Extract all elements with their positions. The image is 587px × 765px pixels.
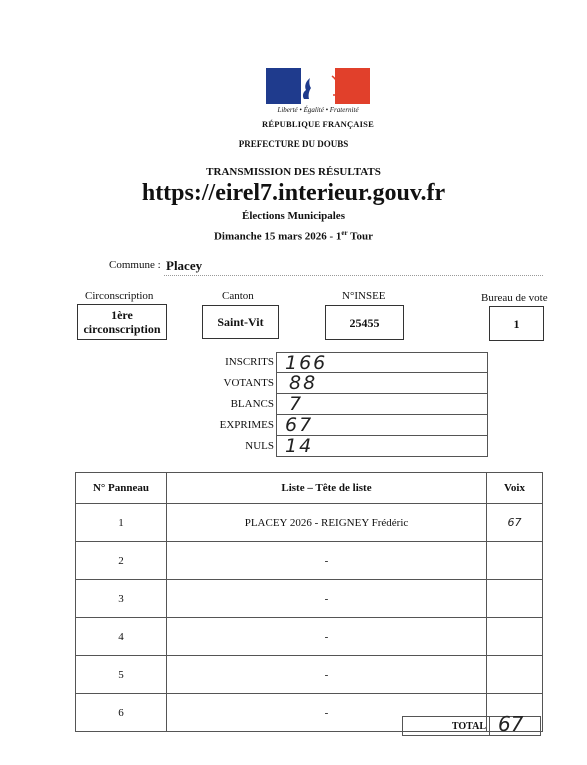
insee-label: N°INSEE: [342, 290, 386, 302]
election-date: Dimanche 15 mars 2026 - 1er Tour: [213, 229, 373, 243]
circonscription-label: Circonscription: [85, 290, 154, 302]
stats-block: [218, 352, 488, 457]
republique-francaise-logo: [262, 68, 374, 130]
canton-label: Canton: [222, 290, 254, 302]
total-value: 67: [498, 712, 524, 736]
marianne-icon: [292, 68, 344, 104]
total-label: TOTAL: [451, 721, 486, 732]
stat-row-blancs: BLANCS 7: [218, 394, 488, 415]
table-row: 1 PLACEY 2026 - REIGNEY Frédéric 67: [76, 504, 543, 542]
insee-box: 25455: [325, 305, 404, 340]
commune-label: Commune :: [109, 259, 161, 271]
stat-row-nuls: NULS 14: [218, 436, 488, 457]
table-row: 6 -: [76, 694, 543, 732]
votants-value: 88: [289, 372, 318, 394]
motto: Liberté • Égalité • Fraternité: [277, 106, 359, 114]
bureau-box: 1: [489, 306, 544, 341]
stat-row-votants: VOTANTS 88: [218, 373, 488, 394]
results-table: [75, 472, 543, 732]
header-liste: Liste – Tête de liste: [167, 473, 487, 504]
commune-dotted-line: [164, 275, 543, 276]
table-row: 4 -: [76, 618, 543, 656]
voix-value: 67: [487, 504, 543, 542]
canton-box: Saint-Vit: [202, 305, 279, 339]
table-row: 2 -: [76, 542, 543, 580]
republique-francaise: RÉPUBLIQUE FRANÇAISE: [262, 119, 374, 129]
prefecture: PREFECTURE DU DOUBS: [238, 139, 349, 149]
stat-row-inscrits: INSCRITS 166: [218, 352, 488, 373]
header-voix: Voix: [487, 473, 543, 504]
total-box: [402, 712, 541, 736]
election-title: Élections Municipales: [242, 210, 345, 222]
exprimes-value: 67: [285, 414, 314, 436]
commune-value: Placey: [166, 258, 203, 273]
header-panneau: N° Panneau: [76, 473, 167, 504]
table-header-row: [76, 473, 543, 504]
table-row: 5 -: [76, 656, 543, 694]
url-heading: https://eirel7.interieur.gouv.fr: [141, 180, 446, 206]
table-row: 3 -: [76, 580, 543, 618]
blancs-value: 7: [289, 393, 304, 415]
stat-row-exprimes: EXPRIMES 67: [218, 415, 488, 436]
bureau-label: Bureau de vote: [481, 292, 548, 304]
transmission-title: TRANSMISSION DES RÉSULTATS: [206, 166, 381, 178]
nuls-value: 14: [285, 435, 314, 457]
inscrits-value: 166: [285, 352, 328, 374]
circonscription-box: 1ère circonscription: [77, 304, 167, 340]
